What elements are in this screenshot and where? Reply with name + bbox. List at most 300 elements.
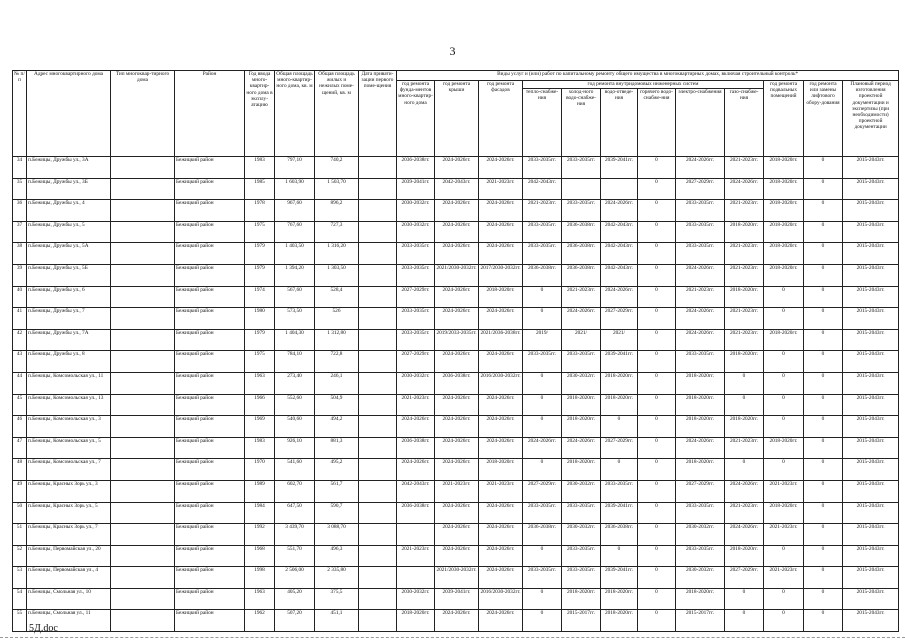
- electric-cell: 2033-2035гг.: [676, 243, 725, 265]
- table-row: [13, 545, 899, 567]
- district-cell: Бежицкий район: [175, 588, 245, 610]
- district-cell: Бежицкий район: [175, 372, 245, 394]
- table-row: [13, 286, 899, 308]
- planned-period-cell: 2015-2043гг.: [843, 437, 899, 459]
- roof-cell: 2024-2026гг.: [435, 524, 479, 546]
- row-number: 53: [13, 567, 27, 589]
- table-row: [13, 243, 899, 265]
- heating-cell: 2033-2035гг.: [523, 157, 562, 179]
- electric-cell: 2024-2026гг.: [676, 264, 725, 286]
- living-area-cell: 528,4: [315, 286, 359, 308]
- row-number: 48: [13, 459, 27, 481]
- address-cell: п.Бежицы, Первомайская ул., 4: [27, 567, 111, 589]
- facade-cell: 2024-2026гг.: [479, 502, 523, 524]
- foundation-cell: 2024-2026гг.: [397, 416, 435, 438]
- basement-cell: 2018-2020гг.: [764, 329, 804, 351]
- living-area-cell: 881,3: [315, 437, 359, 459]
- roof-cell: 2024-2026гг.: [435, 502, 479, 524]
- gas-cell: 2024-2026гг.: [725, 178, 764, 200]
- planned-period-cell: 2015-2043гг.: [843, 329, 899, 351]
- elevator-cell: 0: [804, 200, 843, 222]
- privatization-cell: [359, 308, 397, 330]
- basement-cell: 0: [764, 545, 804, 567]
- facade-cell: 2021-2023гг.: [479, 480, 523, 502]
- total-area-cell: 784,10: [275, 351, 315, 373]
- facade-cell: 2024-2026гг.: [479, 545, 523, 567]
- foundation-cell: 2036-2038гг.: [397, 502, 435, 524]
- basement-cell: 2018-2020гг.: [764, 221, 804, 243]
- row-number: 45: [13, 394, 27, 416]
- drainage-cell: 2018-2020гг.: [601, 372, 638, 394]
- header-drainage: водо-отведе-ния: [601, 89, 638, 157]
- basement-cell: 2018-2020гг.: [764, 157, 804, 179]
- living-area-cell: 561,7: [315, 480, 359, 502]
- privatization-cell: [359, 437, 397, 459]
- table-row: [13, 200, 899, 222]
- drainage-cell: 2018-2020гг.: [601, 610, 638, 632]
- district-cell: Бежицкий район: [175, 329, 245, 351]
- header-district: Район: [175, 71, 245, 157]
- elevator-cell: 0: [804, 157, 843, 179]
- drainage-cell: 2036-2038гг.: [601, 524, 638, 546]
- living-area-cell: 722,8: [315, 351, 359, 373]
- drainage-cell: 2039-2041гг.: [601, 157, 638, 179]
- gas-cell: 0: [725, 394, 764, 416]
- district-cell: Бежицкий район: [175, 524, 245, 546]
- facade-cell: 2024-2026гг.: [479, 157, 523, 179]
- type-cell: [111, 610, 175, 632]
- row-number: 41: [13, 308, 27, 330]
- facade-cell: 2021-2023гг.: [479, 178, 523, 200]
- facade-cell: 2021/2036-2038гг.: [479, 329, 523, 351]
- table-row: [13, 610, 899, 632]
- drainage-cell: 0: [601, 545, 638, 567]
- row-number: 50: [13, 502, 27, 524]
- header-hot-water: горячего водо-снабже-ния: [638, 89, 676, 157]
- drainage-cell: 2039-2041гг.: [601, 502, 638, 524]
- table-row: [13, 221, 899, 243]
- address-cell: п.Бежицы, Дружбы ул., 7: [27, 308, 111, 330]
- hot-water-cell: 0: [638, 480, 676, 502]
- gas-cell: 0: [725, 610, 764, 632]
- row-number: 46: [13, 416, 27, 438]
- header-address: Адрес многоквартирного дома: [27, 71, 111, 157]
- planned-period-cell: 2015-2043гг.: [843, 394, 899, 416]
- privatization-cell: [359, 221, 397, 243]
- electric-cell: 2030-2032гг.: [676, 567, 725, 589]
- type-cell: [111, 545, 175, 567]
- privatization-cell: [359, 610, 397, 632]
- hot-water-cell: 0: [638, 416, 676, 438]
- hot-water-cell: 0: [638, 243, 676, 265]
- year-cell: 1992: [245, 524, 275, 546]
- type-cell: [111, 394, 175, 416]
- header-electric: электро-снабжения: [676, 89, 725, 157]
- cold-water-cell: 2033-2035гг.: [562, 200, 601, 222]
- cold-water-cell: 2033-2035гг.: [562, 502, 601, 524]
- gas-cell: 2021-2023гг.: [725, 502, 764, 524]
- cold-water-cell: 2033-2035гг.: [562, 545, 601, 567]
- heating-cell: 2036-2038гг.: [523, 524, 562, 546]
- privatization-cell: [359, 416, 397, 438]
- hot-water-cell: 0: [638, 286, 676, 308]
- elevator-cell: 0: [804, 416, 843, 438]
- privatization-cell: [359, 394, 397, 416]
- foundation-cell: 2033-2035гг.: [397, 308, 435, 330]
- total-area-cell: 926,10: [275, 437, 315, 459]
- header-heating: тепло-снабже-ния: [523, 89, 562, 157]
- total-area-cell: 567,60: [275, 286, 315, 308]
- living-area-cell: 2 335,80: [315, 567, 359, 589]
- district-cell: Бежицкий район: [175, 545, 245, 567]
- facade-cell: 2024-2026гг.: [479, 221, 523, 243]
- row-number: 36: [13, 200, 27, 222]
- year-cell: 1975: [245, 351, 275, 373]
- planned-period-cell: 2015-2043гг.: [843, 178, 899, 200]
- address-cell: п.Бежицы, Комсомольская ул., 13: [27, 394, 111, 416]
- foundation-cell: 2036-2038гг.: [397, 437, 435, 459]
- electric-cell: 2024-2026гг.: [676, 329, 725, 351]
- basement-cell: 0: [764, 610, 804, 632]
- facade-cell: 2016/2030-2032гг.: [479, 372, 523, 394]
- district-cell: Бежицкий район: [175, 178, 245, 200]
- basement-cell: 2018-2020гг.: [764, 200, 804, 222]
- row-number: 47: [13, 437, 27, 459]
- facade-cell: 2024-2026гг.: [479, 200, 523, 222]
- hot-water-cell: 0: [638, 264, 676, 286]
- gas-cell: 2021-2023гг.: [725, 264, 764, 286]
- facade-cell: 2024-2026гг.: [479, 437, 523, 459]
- header-foundation: год ремонта фунда-ментов много-квартир-ного дома: [397, 81, 435, 157]
- header-planned-period: Плановый период изготовления проектной документации и экспертизы (при необходимости) проектной документации: [843, 81, 899, 157]
- district-cell: Бежицкий район: [175, 459, 245, 481]
- foundation-cell: 2036-2038гг.: [397, 157, 435, 179]
- row-number: 35: [13, 178, 27, 200]
- total-area-cell: 273,40: [275, 372, 315, 394]
- table-row: [13, 459, 899, 481]
- planned-period-cell: 2015-2043гг.: [843, 480, 899, 502]
- year-cell: 1980: [245, 308, 275, 330]
- electric-cell: 2027-2029гг.: [676, 178, 725, 200]
- gas-cell: 2018-2020гг.: [725, 416, 764, 438]
- cold-water-cell: [562, 178, 601, 200]
- basement-cell: 2018-2020гг.: [764, 243, 804, 265]
- address-cell: п.Бежицы, Комсомольская ул., 7: [27, 459, 111, 481]
- district-cell: Бежицкий район: [175, 221, 245, 243]
- gas-cell: 2018-2020гг.: [725, 286, 764, 308]
- privatization-cell: [359, 157, 397, 179]
- elevator-cell: 0: [804, 221, 843, 243]
- elevator-cell: 0: [804, 372, 843, 394]
- year-cell: 1979: [245, 329, 275, 351]
- roof-cell: 2024-2026гг.: [435, 610, 479, 632]
- electric-cell: 2015-2017гг.: [676, 610, 725, 632]
- cold-water-cell: 2036-2038гг.: [562, 221, 601, 243]
- table-row: [13, 329, 899, 351]
- roof-cell: 2024-2026гг.: [435, 459, 479, 481]
- foundation-cell: 2030-2032гг.: [397, 221, 435, 243]
- planned-period-cell: 2015-2043гг.: [843, 221, 899, 243]
- living-area-cell: 3 088,70: [315, 524, 359, 546]
- drainage-cell: [601, 178, 638, 200]
- drainage-cell: 2033-2035гг.: [601, 480, 638, 502]
- elevator-cell: 0: [804, 567, 843, 589]
- drainage-cell: 2027-2029гг.: [601, 437, 638, 459]
- hot-water-cell: 0: [638, 372, 676, 394]
- year-cell: 1963: [245, 588, 275, 610]
- gas-cell: 2021-2023гг.: [725, 243, 764, 265]
- drainage-cell: 2039-2041гг.: [601, 351, 638, 373]
- electric-cell: 2018-2020гг.: [676, 394, 725, 416]
- year-cell: 1983: [245, 437, 275, 459]
- drainage-cell: 2021/: [601, 329, 638, 351]
- year-cell: 1974: [245, 286, 275, 308]
- total-area-cell: 573,50: [275, 308, 315, 330]
- foundation-cell: 2030-2032гг.: [397, 588, 435, 610]
- heating-cell: 0: [523, 286, 562, 308]
- heating-cell: 2036-2038гг.: [523, 264, 562, 286]
- elevator-cell: 0: [804, 610, 843, 632]
- roof-cell: 2021-2023гг.: [435, 480, 479, 502]
- privatization-cell: [359, 372, 397, 394]
- year-cell: 1998: [245, 567, 275, 589]
- total-area-cell: 2 506,00: [275, 567, 315, 589]
- footer-filename: 5Д.doc: [29, 623, 58, 634]
- living-area-cell: 1 316,20: [315, 243, 359, 265]
- heating-cell: 2024-2026гг.: [523, 437, 562, 459]
- district-cell: Бежицкий район: [175, 502, 245, 524]
- elevator-cell: 0: [804, 502, 843, 524]
- type-cell: [111, 221, 175, 243]
- cold-water-cell: 2036-2038гг.: [562, 243, 601, 265]
- planned-period-cell: 2015-2043гг.: [843, 545, 899, 567]
- living-area-cell: 1 312,80: [315, 329, 359, 351]
- living-area-cell: 496,3: [315, 545, 359, 567]
- living-area-cell: 896,2: [315, 200, 359, 222]
- foundation-cell: 2030-2032гг.: [397, 200, 435, 222]
- cold-water-cell: 2015-2017гг.: [562, 610, 601, 632]
- privatization-cell: [359, 545, 397, 567]
- header-gas: газо-снабже-ния: [725, 89, 764, 157]
- address-cell: п.Бежицы, Комсомольская ул., 3: [27, 416, 111, 438]
- total-area-cell: 767,60: [275, 221, 315, 243]
- year-cell: 1975: [245, 221, 275, 243]
- facade-cell: 2024-2026гг.: [479, 567, 523, 589]
- type-cell: [111, 178, 175, 200]
- total-area-cell: 551,70: [275, 545, 315, 567]
- facade-cell: 2018-2020гг.: [479, 286, 523, 308]
- address-cell: п.Бежицы, Комсомольская ул., 5: [27, 437, 111, 459]
- year-cell: 1969: [245, 416, 275, 438]
- hot-water-cell: 0: [638, 329, 676, 351]
- type-cell: [111, 459, 175, 481]
- table-row: [13, 264, 899, 286]
- type-cell: [111, 351, 175, 373]
- district-cell: Бежицкий район: [175, 394, 245, 416]
- year-cell: 1968: [245, 545, 275, 567]
- year-cell: 1966: [245, 394, 275, 416]
- facade-cell: 2024-2026гг.: [479, 243, 523, 265]
- district-cell: Бежицкий район: [175, 157, 245, 179]
- foundation-cell: [397, 567, 435, 589]
- basement-cell: 2018-2020гг.: [764, 502, 804, 524]
- roof-cell: 2024-2026гг.: [435, 157, 479, 179]
- address-cell: п.Бежицы, Дружбы ул., 8: [27, 351, 111, 373]
- table-header: [13, 71, 899, 157]
- privatization-cell: [359, 329, 397, 351]
- year-cell: 1978: [245, 200, 275, 222]
- cold-water-cell: 2024-2026гг.: [562, 437, 601, 459]
- gas-cell: 2018-2020гг.: [725, 545, 764, 567]
- planned-period-cell: 2015-2043гг.: [843, 351, 899, 373]
- privatization-cell: [359, 480, 397, 502]
- district-cell: Бежицкий район: [175, 480, 245, 502]
- basement-cell: 0: [764, 588, 804, 610]
- basement-cell: 0: [764, 286, 804, 308]
- gas-cell: 0: [725, 588, 764, 610]
- table-body: [13, 157, 899, 632]
- type-cell: [111, 329, 175, 351]
- roof-cell: 2024-2026гг.: [435, 437, 479, 459]
- living-area-cell: 495,2: [315, 459, 359, 481]
- roof-cell: 2024-2026гг.: [435, 394, 479, 416]
- table-row: [13, 437, 899, 459]
- hot-water-cell: 0: [638, 502, 676, 524]
- basement-cell: 0: [764, 351, 804, 373]
- living-area-cell: 504,9: [315, 394, 359, 416]
- elevator-cell: 0: [804, 524, 843, 546]
- drainage-cell: 0: [601, 459, 638, 481]
- heating-cell: 2033-2035гг.: [523, 221, 562, 243]
- privatization-cell: [359, 459, 397, 481]
- type-cell: [111, 524, 175, 546]
- row-number: 55: [13, 610, 27, 632]
- district-cell: Бежицкий район: [175, 610, 245, 632]
- elevator-cell: 0: [804, 264, 843, 286]
- gas-cell: 2018-2020гг.: [725, 221, 764, 243]
- foundation-cell: 2021-2023гг.: [397, 545, 435, 567]
- planned-period-cell: 2015-2043гг.: [843, 416, 899, 438]
- foundation-cell: 2030-2032гг.: [397, 372, 435, 394]
- district-cell: Бежицкий район: [175, 308, 245, 330]
- row-number: 43: [13, 351, 27, 373]
- roof-cell: 2024-2026гг.: [435, 243, 479, 265]
- header-living-area: Общая площадь жилых и нежилых поме-щений, кв. м: [315, 71, 359, 157]
- district-cell: Бежицкий район: [175, 351, 245, 373]
- basement-cell: 2021-2023гг.: [764, 524, 804, 546]
- header-year: Год ввода много-квартир-ного дома в эксплу-атацию: [245, 71, 275, 157]
- row-number: 39: [13, 264, 27, 286]
- total-area-cell: 507,20: [275, 610, 315, 632]
- privatization-cell: [359, 524, 397, 546]
- planned-period-cell: 2015-2043гг.: [843, 567, 899, 589]
- drainage-cell: 2042-2043гг.: [601, 243, 638, 265]
- year-cell: 1963: [245, 372, 275, 394]
- hot-water-cell: 0: [638, 459, 676, 481]
- type-cell: [111, 243, 175, 265]
- year-cell: 1962: [245, 610, 275, 632]
- hot-water-cell: 0: [638, 567, 676, 589]
- hot-water-cell: 0: [638, 394, 676, 416]
- roof-cell: 2021/2030-2032гг.: [435, 567, 479, 589]
- foundation-cell: 2033-2035гг.: [397, 264, 435, 286]
- electric-cell: 2018-2020гг.: [676, 416, 725, 438]
- roof-cell: 2024-2026гг.: [435, 545, 479, 567]
- basement-cell: 0: [764, 372, 804, 394]
- table-row: [13, 308, 899, 330]
- cold-water-cell: 2021/: [562, 329, 601, 351]
- heating-cell: 2042-2043гг.: [523, 178, 562, 200]
- year-cell: 1979: [245, 264, 275, 286]
- heating-cell: 0: [523, 610, 562, 632]
- cold-water-cell: 2033-2035гг.: [562, 567, 601, 589]
- address-cell: п.Бежицы, Дружбы ул., 5: [27, 221, 111, 243]
- gas-cell: 2018-2020гг.: [725, 351, 764, 373]
- heating-cell: 0: [523, 394, 562, 416]
- foundation-cell: 2033-2035гг.: [397, 329, 435, 351]
- living-area-cell: 1 303,50: [315, 264, 359, 286]
- total-area-cell: 1 603,90: [275, 178, 315, 200]
- district-cell: Бежицкий район: [175, 243, 245, 265]
- facade-cell: 2024-2026гг.: [479, 610, 523, 632]
- planned-period-cell: 2015-2043гг.: [843, 610, 899, 632]
- heating-cell: 0: [523, 416, 562, 438]
- cold-water-cell: 2033-2035гг.: [562, 351, 601, 373]
- table-row: [13, 588, 899, 610]
- address-cell: п.Бежицы, Дружбы ул., 7А: [27, 329, 111, 351]
- header-roof: год ремонта крыши: [435, 81, 479, 157]
- heating-cell: 0: [523, 372, 562, 394]
- total-area-cell: 541,60: [275, 459, 315, 481]
- hot-water-cell: 0: [638, 351, 676, 373]
- header-cold-water: холод-ного водо-снабже-ния: [562, 89, 601, 157]
- header-privatization-date: Дата привати-зации первого поме-щения: [359, 71, 397, 157]
- type-cell: [111, 286, 175, 308]
- privatization-cell: [359, 502, 397, 524]
- elevator-cell: 0: [804, 329, 843, 351]
- type-cell: [111, 437, 175, 459]
- electric-cell: 2033-2035гг.: [676, 221, 725, 243]
- basement-cell: 0: [764, 394, 804, 416]
- total-area-cell: 967,60: [275, 200, 315, 222]
- total-area-cell: 552,60: [275, 394, 315, 416]
- privatization-cell: [359, 286, 397, 308]
- planned-period-cell: 2015-2043гг.: [843, 286, 899, 308]
- electric-cell: 2024-2026гг.: [676, 157, 725, 179]
- drainage-cell: 2024-2026гг.: [601, 200, 638, 222]
- planned-period-cell: 2015-2043гг.: [843, 502, 899, 524]
- table-row: [13, 157, 899, 179]
- table-row: [13, 524, 899, 546]
- electric-cell: 2033-2035гг.: [676, 545, 725, 567]
- living-area-cell: 494,2: [315, 416, 359, 438]
- type-cell: [111, 588, 175, 610]
- roof-cell: 2024-2026гг.: [435, 351, 479, 373]
- roof-cell: 2024-2026гг.: [435, 286, 479, 308]
- row-number: 34: [13, 157, 27, 179]
- foundation-cell: 2018-2020гг.: [397, 610, 435, 632]
- planned-period-cell: 2015-2043гг.: [843, 264, 899, 286]
- drainage-cell: 2018-2020гг.: [601, 588, 638, 610]
- facade-cell: 2024-2026гг.: [479, 351, 523, 373]
- planned-period-cell: 2015-2043гг.: [843, 372, 899, 394]
- district-cell: Бежицкий район: [175, 416, 245, 438]
- living-area-cell: 590,7: [315, 502, 359, 524]
- hot-water-cell: 0: [638, 157, 676, 179]
- heating-cell: 0: [523, 459, 562, 481]
- row-number: 44: [13, 372, 27, 394]
- elevator-cell: 0: [804, 459, 843, 481]
